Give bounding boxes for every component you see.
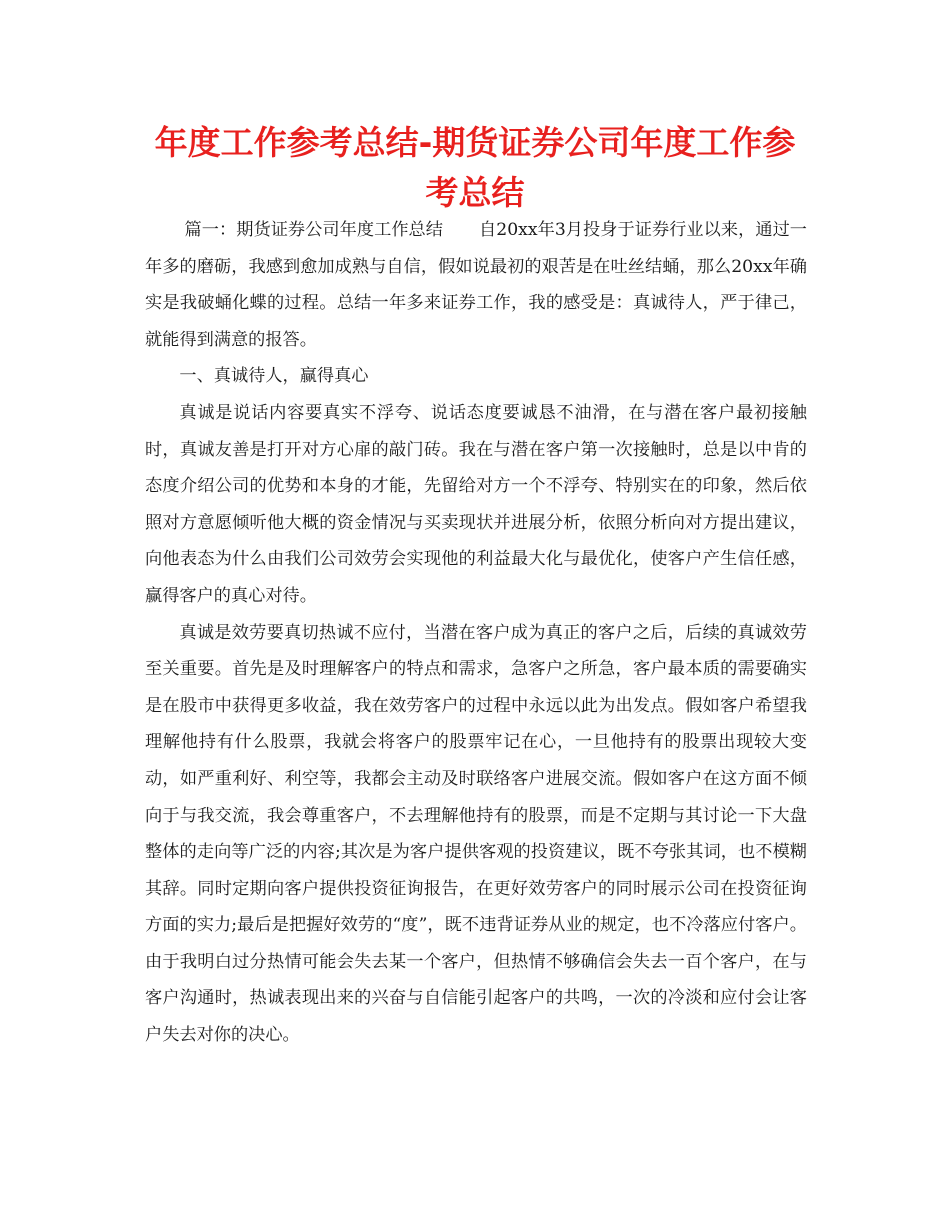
body-paragraph: 真诚是效劳要真切热诚不应付，当潜在客户成为真正的客户之后，后续的真诚效劳至关重要。首先是及时理解客户的特点和需求，急客户之所急，客户最本质的需要确实是在股市中获得更多收益，我在效劳客户的过程中永远以此为出发点。假如客户希望我理解他持有什么股票，我就会将客户的股票牢记在心，一旦他持有的股票出现较大变动，如严重利好、利空等，我都会主动及时联络客户进展交流。假如客户在这方面不倾向于与我交流，我会尊重客户，不去理解他持有的股票，而是不定期与其讨论一下大盘整体的走向等广泛的内容;其次是为客户提供客观的投资建议，既不夸张其词，也不模糊其辞。同时定期向客户提供投资征询报告，在更好效劳客户的同时展示公司在投资征询方面的实力;最后是把握好效劳的“度”，既不违背证券从业的规定，也不冷落应付客户。由于我明白过分热情可能会失去某一个客户，但热情不够确信会失去一百个客户，在与客户沟通时，热诚表现出来的兴奋与自信能引起客户的共鸣，一次的冷淡和应付会让客户失去对你的决心。 [145,622,807,1046]
section-heading: 一、真诚待人，赢得真心 [179,366,369,387]
intro-paragraph [145,212,807,358]
body-paragraph: 真诚是说话内容要真实不浮夸、说话态度要诚恳不油滑，在与潜在客户最初接触时，真诚友善是打开对方心扉的敲门砖。我在与潜在客户第一次接触时，总是以中肯的态度介绍公司的优势和本身的才能，先留给对方一个不浮夸、特别实在的印象，然后依照对方意愿倾听他大概的资金情况与买卖现状并进展分析，依照分析向对方提出建议，向他表态为什么由我们公司效劳会实现他的利益最大化与最优化，使客户产生信任感，赢得客户的真心对待。 [145,402,807,606]
paragraph-text: 自20xx年3月投身于证券行业以来，通过一年多的磨砺，我感到愈加成熟与自信，假如说最初的艰苦是在吐丝结蛹，那么20xx年确实是我破蛹化蝶的过程。总结一年多来证券工作，我的感受是：真诚待人，严于律己，就能得到满意的报答。 [145,220,807,350]
document-title: 年度工作参考总结-期货证券公司年度工作参考总结 [154,123,796,212]
intro-label: 篇一：期货证券公司年度工作总结 [184,220,444,240]
document-body [145,212,807,1054]
